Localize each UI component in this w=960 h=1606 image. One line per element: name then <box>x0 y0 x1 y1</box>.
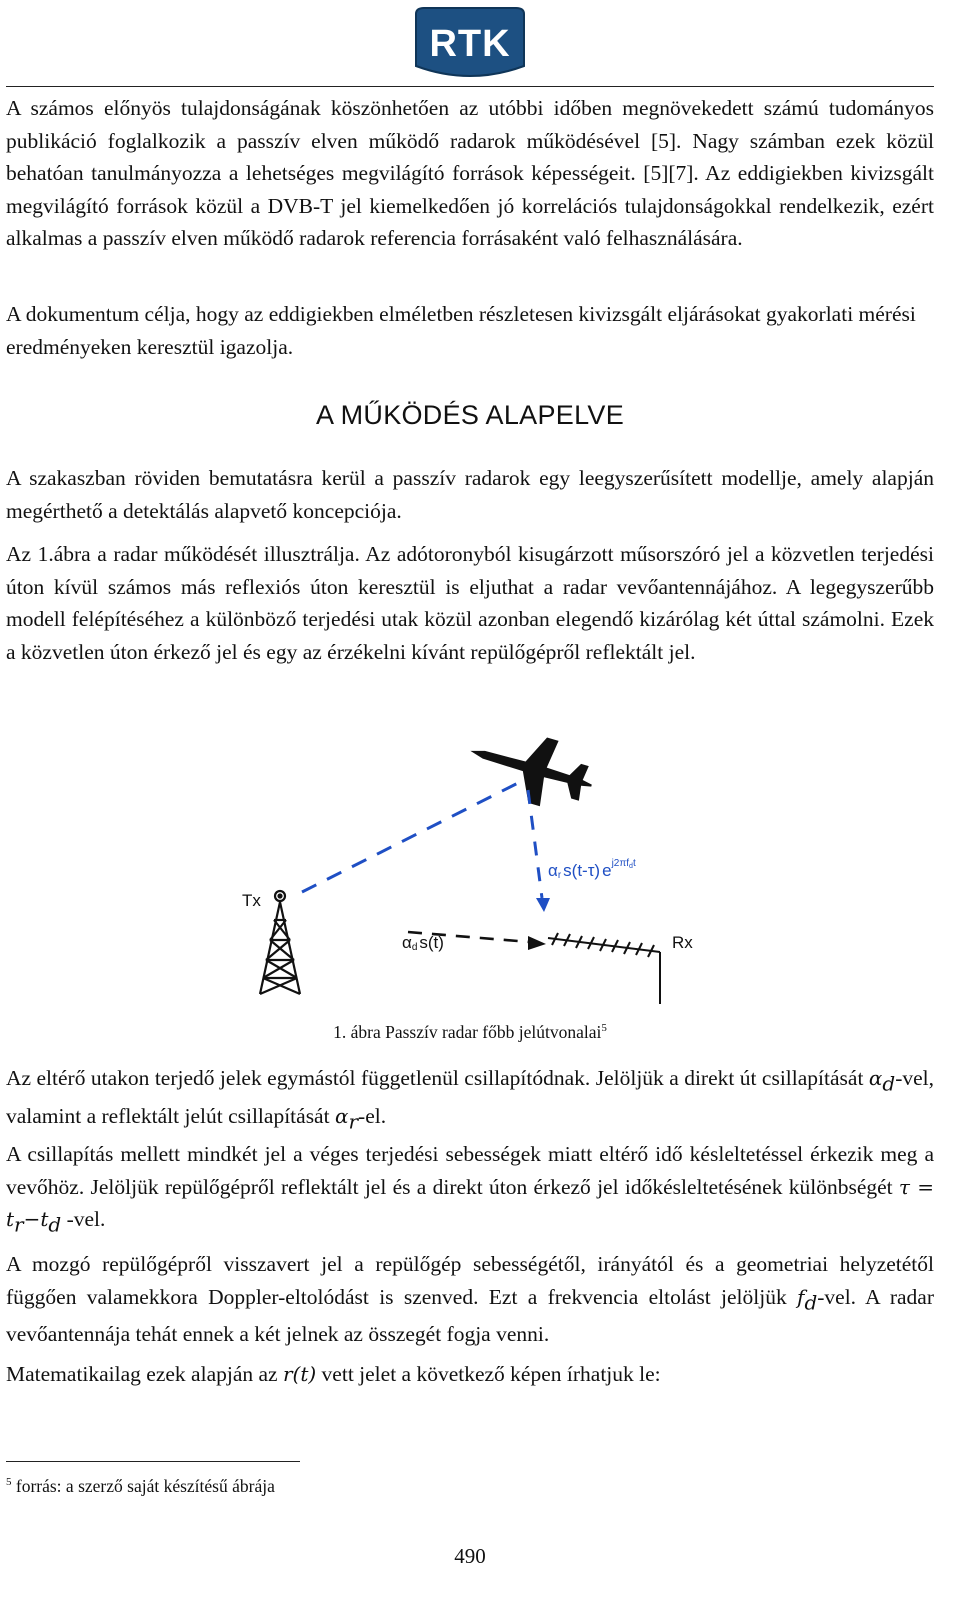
page-number: 490 <box>454 1544 486 1568</box>
section-heading: A MŰKÖDÉS ALAPELVE <box>315 400 625 430</box>
header-rule <box>6 86 934 87</box>
footnote-rule <box>6 1461 300 1462</box>
logo-text: RTK <box>429 23 511 65</box>
paragraph-goal: A dokumentum célja, hogy az eddigiekben elméletben részletesen kivizsgált eljárásokat gyakorlati mérési eredményeken keresztül igazolja. <box>6 302 916 359</box>
tx-to-target-path <box>302 782 520 892</box>
direct-signal-label: αd s(t) <box>402 933 444 953</box>
paragraph-section-intro: A szakaszban röviden bemutatásra kerül a passzív radarok egy leegyszerűsített modellje, amely alapján megérthető a detektálás alapvető koncepciója. <box>6 466 934 523</box>
passive-radar-diagram <box>230 712 710 1012</box>
rtk-logo <box>410 6 530 82</box>
direct-arrowhead <box>528 936 546 950</box>
paragraph-doppler: A mozgó repülőgépről visszavert jel a repülőgép sebességétől, irányától és a geometriai helyzetétől függően valamekkora Doppler-eltolódást is szenved. Ezt a frekvencia eltolást jelöljük $f_d$-vel. A radar vevőantennája tehát ennek a két jelnek az összegét fogja venni. <box>6 1252 934 1347</box>
rx-label: Rx <box>672 933 693 952</box>
paragraph-figure-intro: Az 1.ábra a radar működését illusztrálja. Az adótoronyból kisugárzott műsorszóró jel a közvetlen terjedési úton kívül számos más reflexiós úton keresztül is eljuthat a radar vevőantennájához. A legegyszerűbb modell felépítéséhez a különböző terjedési utak közül azonban elegendő kizárólag két úttal számolni. Ezek a közvetlen úton érkező jel és egy az érzékelni kívánt repülőgépről reflektált jel. <box>6 542 934 664</box>
caption-footnote-ref: 5 <box>601 1022 607 1035</box>
paragraph-math-intro: Matematikailag ezek alapján az r(t) vett jelet a következő képen írhatjuk le: <box>6 1362 661 1386</box>
reflected-arrowhead <box>536 898 550 912</box>
rx-antenna-icon <box>548 933 660 1004</box>
figure-caption: 1. ábra Passzív radar főbb jelútvonalai$^5$ <box>333 1022 607 1042</box>
paragraph-delay: A csillapítás mellett mindkét jel a véges terjedési sebességek miatt eltérő idő késleltetéssel érkezik meg a vevőhöz. Jelöljük repülőgépről reflektált jel és a direkt úton érkező jel időkésleltetésének különbségét $\tau = t_r-t_d$ -vel. <box>6 1142 934 1237</box>
tx-label: Tx <box>242 891 261 910</box>
paragraph-intro: A számos előnyös tulajdonságának köszönhetően az utóbbi időben megnövekedett számú tudományos publikáció foglalkozik a passzív elven működő radarok működésével [5]. Nagy számban ezek közül behatóan tanulmányozza a lehetséges megvilágító források képességeit. [5][7]. Az eddigiekben kivizsgált megvilágító források közül a DVB-T jel kiemelkedően jó korrelációs tulajdonságokkal rendelkezik, ezért alkalmas a passzív elven működő radarok referencia forrásaként való felhasználására. <box>6 96 934 251</box>
reflected-signal-label: αr s(t-τ) $e^{j2\pi f}dt$ <box>548 858 636 881</box>
tx-tower-icon <box>260 891 300 994</box>
target-to-rx-path <box>528 790 542 898</box>
footnote: $^5$ forrás: a szerző saját készítésű ábrája <box>6 1476 275 1496</box>
paragraph-attenuation: Az eltérő utakon terjedő jelek egymástól függetlenül csillapítódnak. Jelöljük a direkt út csillapítását $\alpha_d$-vel, valamint a reflektált jelút csillapítását $\alpha_r-el$. <box>6 1066 934 1134</box>
footnote-number: 5 <box>6 1476 12 1489</box>
